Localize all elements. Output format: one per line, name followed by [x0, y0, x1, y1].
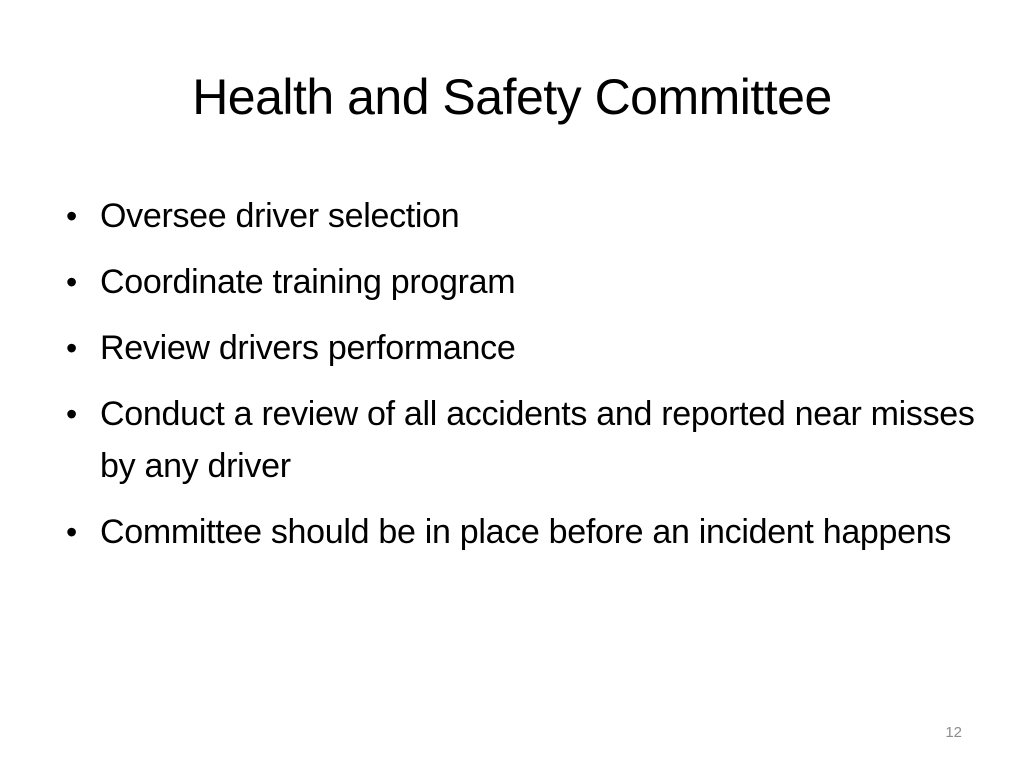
bullet-list: [62, 190, 982, 572]
bullet-text: Review drivers performance: [100, 329, 516, 367]
slide-title: Health and Safety Committee: [192, 69, 832, 125]
bullet-dot-icon: •: [66, 396, 77, 432]
bullet-text: Committee should be in place before an incident happens: [100, 513, 952, 551]
bullet-dot-icon: •: [66, 264, 77, 300]
bullet-text: Conduct a review of all accidents and reported near misses by any driver: [100, 395, 975, 485]
bullet-item: [62, 506, 982, 558]
slide-number: 12: [945, 724, 962, 741]
bullet-text: Oversee driver selection: [100, 197, 460, 235]
bullet-item: [62, 256, 982, 308]
bullet-item: [62, 388, 982, 492]
bullet-dot-icon: •: [66, 514, 77, 550]
bullet-text: Coordinate training program: [100, 263, 516, 301]
bullet-dot-icon: •: [66, 198, 77, 234]
bullet-dot-icon: •: [66, 330, 77, 366]
bullet-item: [62, 322, 982, 374]
bullet-item: [62, 190, 982, 242]
